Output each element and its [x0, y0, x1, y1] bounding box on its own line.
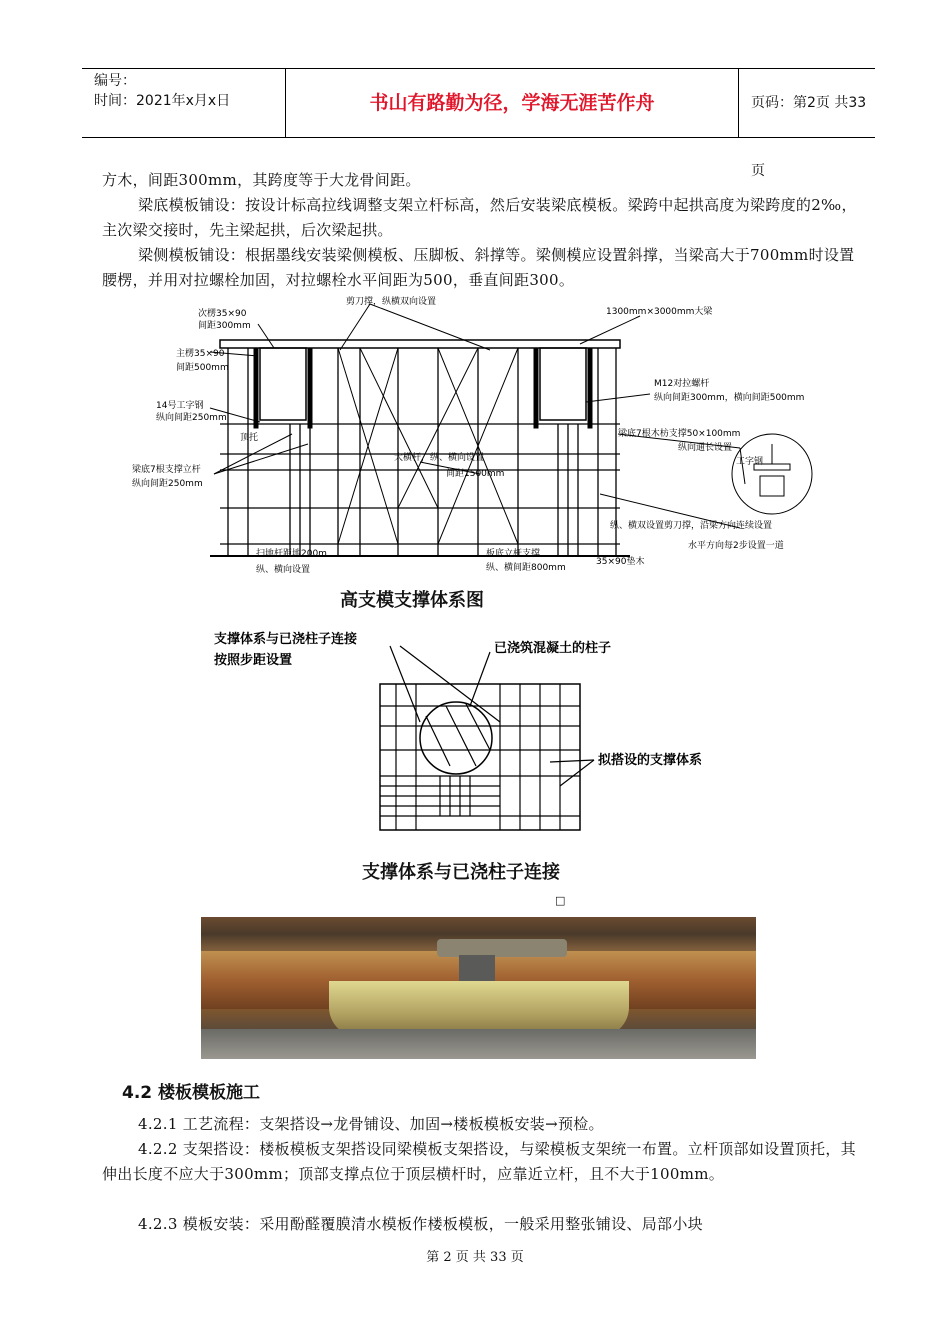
label-saodi-2: 纵、横向设置	[256, 565, 311, 575]
figure1-title: 高支模支撑体系图	[340, 590, 484, 611]
label-beam: 1300mm×3000mm大梁	[606, 307, 713, 317]
support-system-diagram	[132, 294, 820, 584]
label-step: 按照步距设置	[214, 653, 293, 668]
label-jiandao: 剪刀撑，纵横双向设置	[346, 297, 437, 307]
connector-photo	[201, 917, 756, 1059]
time-label: 时间：2021年x月x日	[94, 93, 231, 109]
header-motto: 书山有路勤为径，学海无涯苦作舟	[286, 69, 739, 137]
label-connect: 支撑体系与已浇柱子连接	[214, 632, 358, 647]
label-liangdi7: 梁底7根支撑立杆	[132, 465, 201, 475]
label-daheng: 大横杆，纵、横向设置	[394, 453, 485, 463]
figure2-title: 支撑体系与已浇柱子连接	[362, 862, 560, 883]
label-dianmu: 35×90垫木	[596, 557, 645, 567]
label-gang14: 14号工字钢	[156, 401, 204, 411]
paragraph-2: 梁底模板铺设：按设计标高拉线调整支架立杆标高，然后安装梁底模板。梁跨中起拱高度为梁跨度的2‰，主次梁交接时，先主梁起拱，后次梁起拱。	[102, 196, 857, 239]
serial-label: 编号：	[94, 73, 136, 89]
paragraph-1: 方木，间距300mm，其跨度等于大龙骨间距。	[102, 171, 421, 189]
label-gang14-spacing: 纵向间距250mm	[156, 413, 227, 423]
section-4-2-3: 4.2.3 模板安装：采用酚醛覆膜清水模板作楼板模板，一般采用整张铺设、局部小块	[138, 1215, 703, 1233]
section-heading: 4.2 楼板模板施工	[122, 1083, 261, 1103]
label-zhuleng: 主楞35×90	[176, 349, 225, 359]
page-footer: 第 2 页 共 33 页	[426, 1250, 524, 1265]
label-liangdi7mu-2: 纵向通长设置	[678, 443, 733, 453]
label-gongzigang: 工字钢	[736, 457, 764, 467]
label-m12-spacing: 纵向间距300mm，横向间距500mm	[654, 393, 805, 403]
label-liangdi7mu: 梁底7根木枋支撑50×100mm	[618, 429, 741, 439]
label-daheng-spacing: 间距1500mm	[446, 469, 505, 479]
label-dingtuo: 顶托	[240, 433, 259, 443]
section-4-2-2: 4.2.2 支架搭设：楼板模板支架搭设同梁模板支架搭设，与梁模板支架统一布置。立杆顶部如设置顶托，其伸出长度不应大于300mm；顶部支撑点位于顶层横杆时，应靠近立杆，且不大于100mm。	[102, 1140, 856, 1183]
label-bandi-2: 纵、横间距800mm	[486, 563, 566, 573]
page-number-label: 页码：第2页 共33页	[751, 95, 867, 179]
label-m12: M12对拉螺杆	[654, 379, 710, 389]
label-jiandao2-b: 水平方向每2步设置一道	[688, 541, 784, 551]
label-jiandao2: 纵、横双设置剪刀撑，沿梁方向连续设置	[610, 521, 773, 531]
page-header	[82, 68, 875, 179]
label-proposed: 拟搭设的支撑体系	[598, 753, 703, 768]
label-saodi: 扫地杆距地200m	[256, 549, 327, 559]
label-liangdi7-spacing: 纵向间距250mm	[132, 479, 203, 489]
label-column: 已浇筑混凝土的柱子	[494, 641, 612, 656]
header-meta	[82, 69, 286, 137]
paragraph-3: 梁侧模板铺设：根据墨线安装梁侧模板、压脚板、斜撑等。梁侧模应设置斜撑，当梁高大于700mm时设置腰楞，并用对拉螺栓加固，对拉螺栓水平间距为500，垂直间距300。	[102, 246, 855, 289]
label-bandi: 板底立杆支撑	[486, 549, 541, 559]
label-ciling: 次楞35×90	[198, 309, 247, 319]
section-4-2-1: 4.2.1 工艺流程：支架搭设→龙骨铺设、加固→楼板模板安装→预检。	[138, 1115, 604, 1133]
column-connection-diagram	[200, 626, 760, 836]
figure2-marker: □	[555, 894, 566, 907]
label-zhuleng-spacing: 间距500mm	[176, 363, 229, 373]
label-ciling-spacing: 间距300mm	[198, 321, 251, 331]
